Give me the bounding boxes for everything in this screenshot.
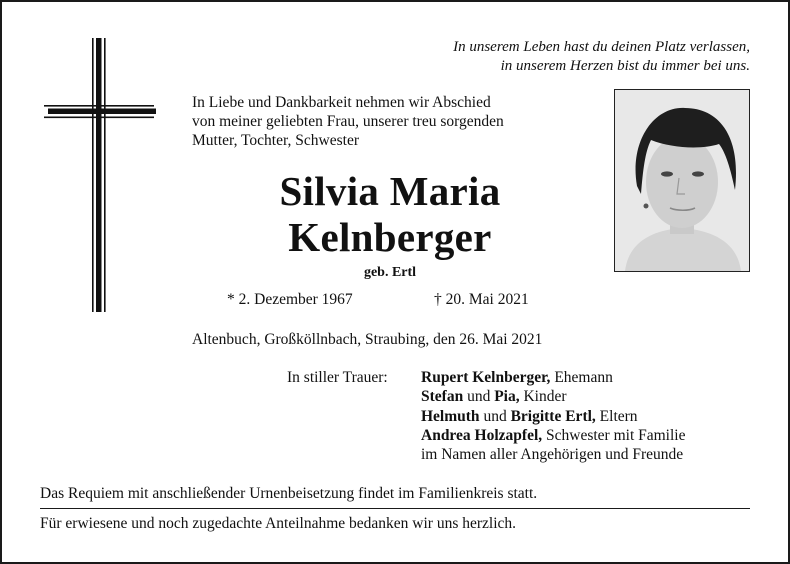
cross-icon (40, 38, 156, 312)
mourner-name: Brigitte Ertl, (510, 407, 596, 425)
mourner-relation: Kinder (519, 388, 567, 406)
mourner-relation: und (463, 388, 495, 406)
mourner-line (421, 426, 761, 445)
mourner-relation: Schwester mit Familie (542, 426, 686, 444)
maiden-name: geb. Ertl (363, 265, 417, 280)
place-and-date: Altenbuch, Großköllnbach, Straubing, den 26. Mai 2021 (192, 331, 543, 348)
farewell-line-2: von meiner geliebten Frau, unserer treu sorgenden (192, 113, 504, 130)
deceased-first-names: Silvia Maria (279, 168, 501, 214)
mourner-relation: im Namen aller Angehörigen und Freunde (421, 446, 684, 464)
deceased-name (220, 168, 560, 260)
motto-line-2: in unserem Herzen bist du immer bei uns. (500, 58, 750, 74)
portrait-image (615, 90, 749, 271)
farewell-line-3: Mutter, Tochter, Schwester (192, 132, 359, 149)
birth-date: * 2. Dezember 1967 (227, 291, 353, 308)
mourning-label: In stiller Trauer: (287, 369, 388, 386)
motto-verse (370, 38, 750, 76)
mourner-line (421, 445, 761, 464)
mourner-name: Helmuth (421, 407, 480, 425)
death-date: † 20. Mai 2021 (434, 291, 529, 308)
mourner-name: Andrea Holzapfel, (421, 426, 543, 444)
mourner-name: Stefan (421, 388, 464, 406)
mourners-list (421, 368, 761, 464)
deceased-surname: Kelnberger (288, 214, 492, 260)
mourner-name: Pia, (494, 388, 520, 406)
mourner-relation: Ehemann (550, 369, 613, 386)
mourner-line (421, 368, 761, 387)
motto-line-1: In unserem Leben hast du deinen Platz verlassen, (453, 39, 750, 55)
farewell-text (192, 93, 592, 150)
divider (40, 508, 750, 509)
mourner-relation: Eltern (595, 407, 638, 425)
mourner-name: Rupert Kelnberger, (421, 369, 551, 386)
portrait-photo (614, 89, 750, 272)
requiem-notice: Das Requiem mit anschließender Urnenbeisetzung findet im Familienkreis statt. (40, 485, 538, 502)
farewell-line-1: In Liebe und Dankbarkeit nehmen wir Abschied (192, 94, 491, 111)
thanks-note: Für erwiesene und noch zugedachte Anteilnahme bedanken wir uns herzlich. (40, 515, 517, 532)
mourner-relation: und (479, 407, 511, 425)
mourner-line (421, 387, 761, 406)
mourner-line (421, 407, 761, 426)
